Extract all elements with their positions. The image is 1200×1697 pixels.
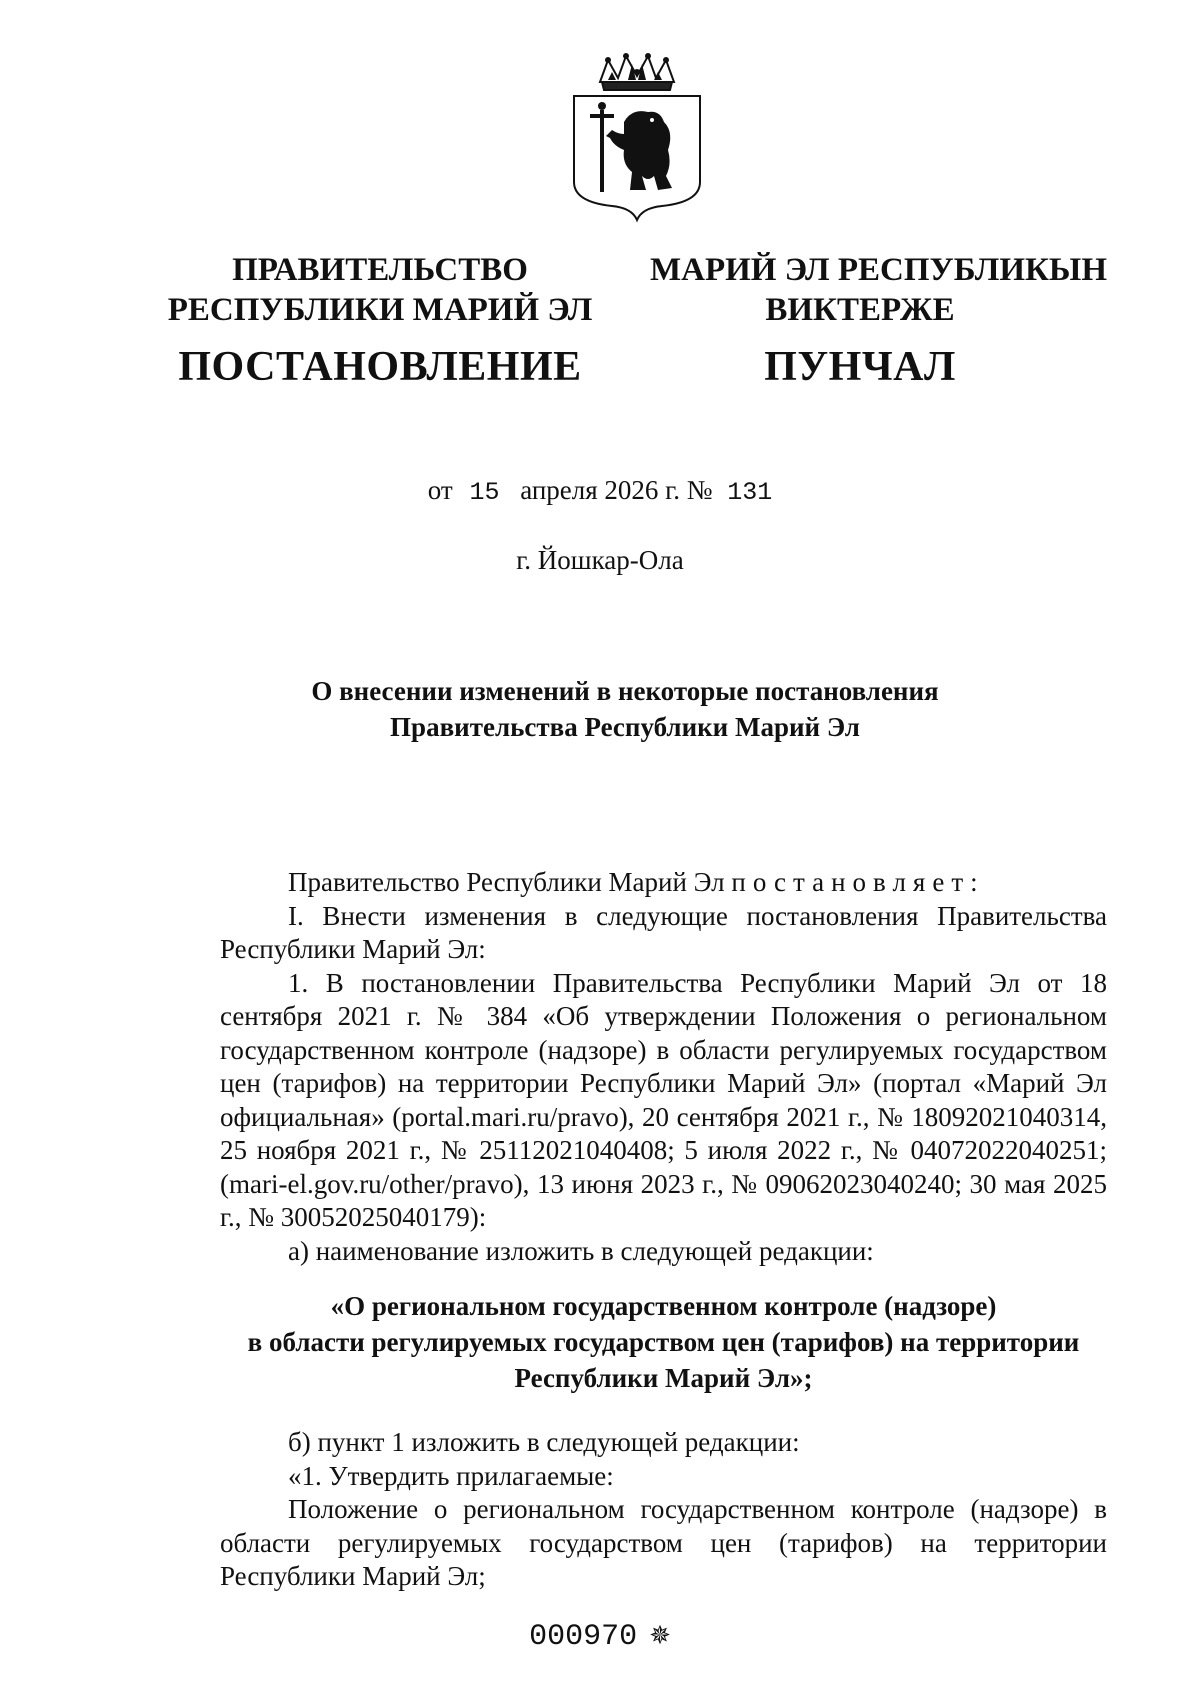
- intro-verb: постановляет:: [731, 867, 985, 897]
- header-right-line2: ВИКТЕРЖЕ: [765, 292, 955, 328]
- header-right: [650, 250, 1108, 392]
- coat-of-arms-icon: [562, 52, 712, 232]
- quoted-title-line2: в области регулируемых государством цен (тарифов) на территории: [247, 1327, 1080, 1357]
- quoted-title: [220, 1288, 1107, 1396]
- header-left: [160, 250, 600, 392]
- city: г. Йошкар-Ола: [516, 545, 684, 575]
- quoted-title-line1: «О региональном государственном контроле (надзоре): [330, 1291, 997, 1321]
- serial-stamp: [0, 1620, 1200, 1654]
- intro-paragraph: [220, 866, 1107, 900]
- header-left-line1: ПРАВИТЕЛЬСТВО: [232, 252, 528, 288]
- serial-number: 000970: [529, 1620, 638, 1654]
- date-prefix: от: [427, 475, 453, 505]
- asterisk-icon: ✵: [649, 1621, 671, 1651]
- title-line2: Правительства Республики Марий Эл: [390, 712, 860, 742]
- paragraph-4: б) пункт 1 изложить в следующей редакции:: [288, 1427, 800, 1457]
- intro-text: Правительство Республики Марий Эл: [288, 867, 732, 897]
- date-month-year: апреля 2026 г. №: [520, 475, 713, 505]
- paragraph-2: 1. В постановлении Правительства Республики Марий Эл от 18 сентября 2021 г. № 384 «Об утверждении Положения о региональном государственном контроле (надзоре) в области регулируемых государством цен (тарифов) на территории Республики Марий Эл» (портал «Марий Эл официальная» (portal.mari.ru/pravo), 20 сентября 2021 г., № 18092021040314, 25 ноября 2021 г., № 25112021040408; 5 июля 2022 г., № 04072022040251; (mari-el.gov.ru/other/pravo), 13 июня 2023 г., № 09062023040240; 30 мая 2025 г., № 30052025040179):: [220, 967, 1107, 1232]
- header-right-doc-type: ПУНЧАЛ: [764, 344, 956, 390]
- paragraph-6: Положение о региональном государственном контроле (надзоре) в области регулируемых государством цен (тарифов) на территории Республики Марий Эл;: [220, 1494, 1107, 1591]
- header-left-doc-type: ПОСТАНОВЛЕНИЕ: [178, 344, 582, 390]
- paragraph-5: «1. Утвердить прилагаемые:: [288, 1460, 614, 1491]
- title-line1: О внесении изменений в некоторые постановления: [311, 676, 939, 706]
- document-number: 131: [727, 478, 773, 507]
- document-body: [220, 866, 1107, 1594]
- header-left-line2: РЕСПУБЛИКИ МАРИЙ ЭЛ: [167, 292, 593, 328]
- quoted-title-line3: Республики Марий Эл»;: [514, 1363, 813, 1393]
- paragraph-3: а) наименование изложить в следующей редакции:: [288, 1235, 874, 1266]
- header-right-line1: МАРИЙ ЭЛ РЕСПУБЛИКЫН: [650, 252, 1108, 288]
- date-line: [0, 475, 1200, 507]
- document-title: [200, 673, 1050, 745]
- paragraph-1: I. Внести изменения в следующие постановления Правительства Республики Марий Эл:: [220, 900, 1107, 964]
- date-day: 15: [469, 478, 500, 507]
